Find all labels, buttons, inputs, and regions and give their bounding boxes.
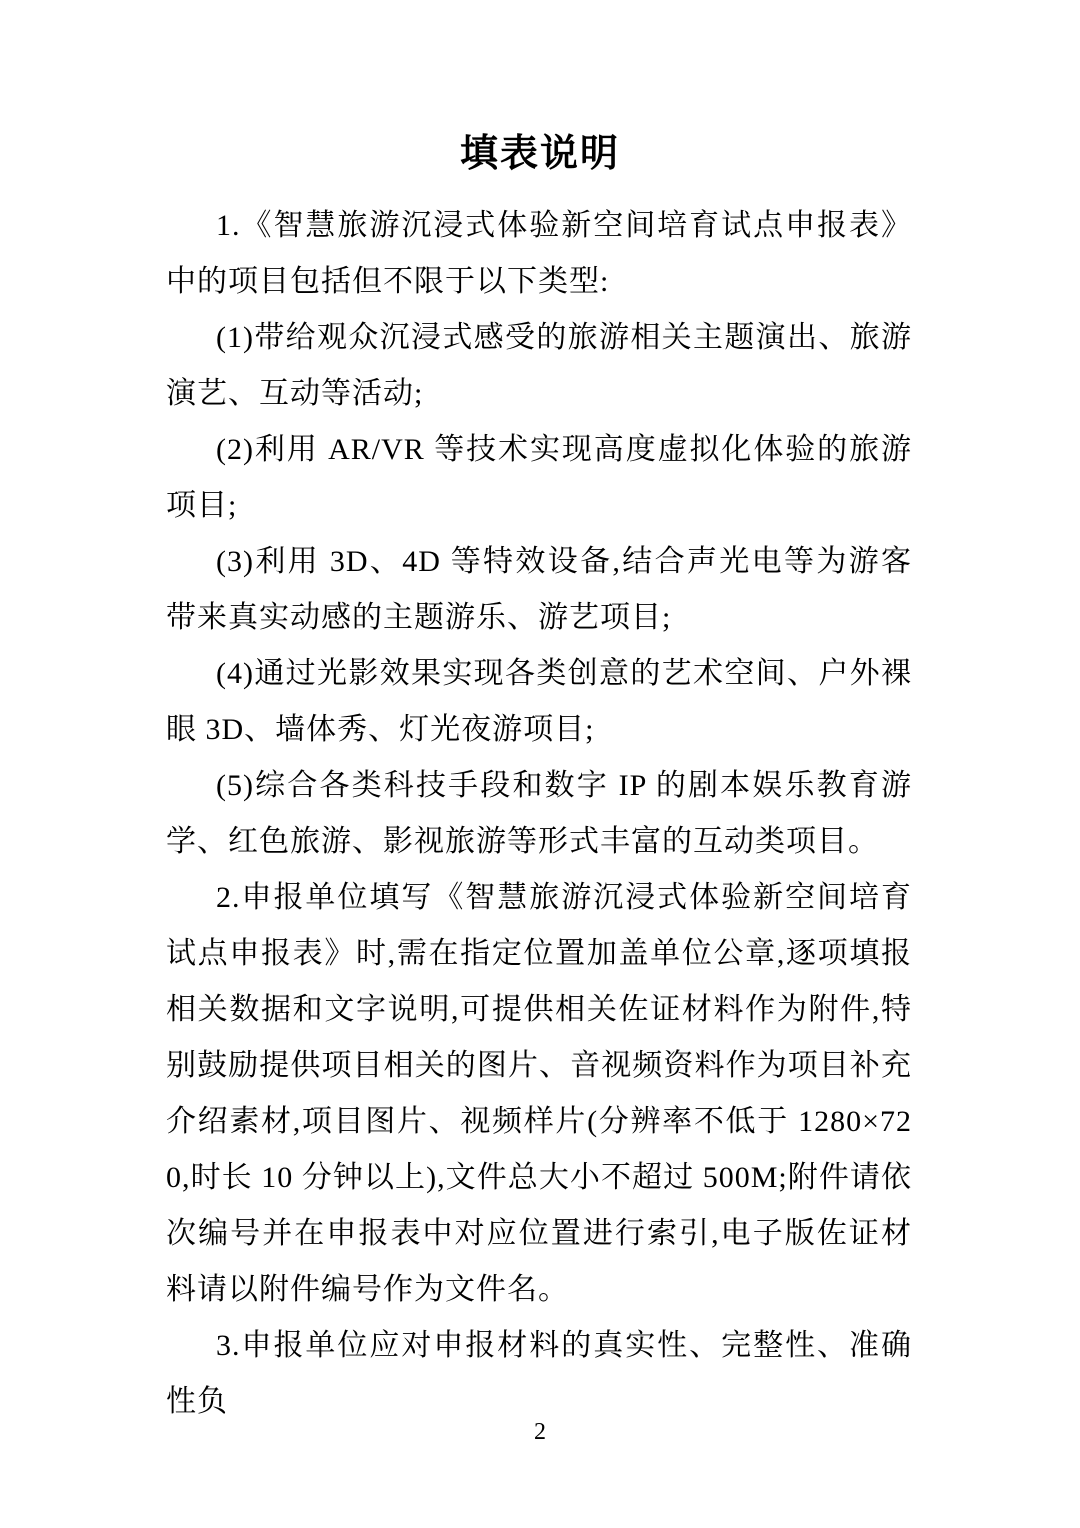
paragraph-type-4: (4)通过光影效果实现各类创意的艺术空间、户外裸眼 3D、墙体秀、灯光夜游项目;: [166, 657, 912, 746]
paragraph-type-5: (5)综合各类科技手段和数字 IP 的剧本娱乐教育游学、红色旅游、影视旅游等形式丰富的互动类项目。: [166, 769, 912, 858]
page-number: 2: [534, 1419, 546, 1445]
paragraph-2: 2.申报单位填写《智慧旅游沉浸式体验新空间培育试点申报表》时,需在指定位置加盖单位公章,逐项填报相关数据和文字说明,可提供相关佐证材料作为附件,特别鼓励提供项目相关的图片、音视频资料作为项目补充介绍素材,项目图片、视频样片(分辨率不低于 1280×720,时长 10 分钟以上),文件总大小不超过 500M;附件请依次编号并在申报表中对应位置进行索引,电子版佐证材料请以附件编号作为文件名。: [166, 881, 912, 1306]
paragraph-type-3: (3)利用 3D、4D 等特效设备,结合声光电等为游客带来真实动感的主题游乐、游艺项目;: [166, 545, 912, 634]
paragraph-3: 3.申报单位应对申报材料的真实性、完整性、准确性负: [166, 1329, 912, 1418]
paragraph-type-1: (1)带给观众沉浸式感受的旅游相关主题演出、旅游演艺、互动等活动;: [166, 321, 912, 410]
paragraph-1: 1.《智慧旅游沉浸式体验新空间培育试点申报表》中的项目包括但不限于以下类型:: [166, 209, 912, 298]
paragraph-type-2: (2)利用 AR/VR 等技术实现高度虚拟化体验的旅游项目;: [166, 433, 912, 522]
page-title: 填表说明: [459, 133, 620, 175]
document-body: [166, 198, 912, 1430]
